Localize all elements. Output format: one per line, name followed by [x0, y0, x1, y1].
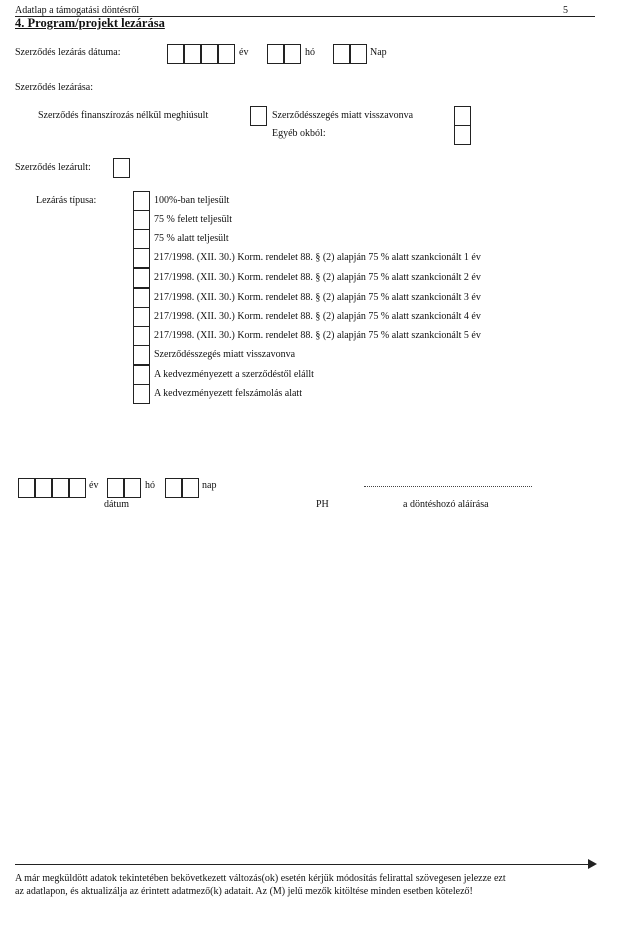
closure-type-checkbox-1[interactable] [133, 191, 150, 211]
sign-date-year-label: év [89, 480, 99, 491]
sign-date-year-digit-4[interactable] [69, 478, 86, 498]
closure-option-other-label: Egyéb okból: [272, 128, 326, 139]
closure-option-no-funding-checkbox[interactable] [250, 106, 267, 126]
sign-date-month-label: hó [145, 480, 155, 491]
closure-type-checkbox-6[interactable] [133, 288, 150, 308]
closure-type-option-11: A kedvezményezett felszámolás alatt [154, 388, 302, 399]
close-date-month-digit-2[interactable] [284, 44, 301, 64]
closed-checkbox[interactable] [113, 158, 130, 178]
footer-note-line-1: A már megküldött adatok tekintetében bekövetkezett változás(ok) esetén kérjük módosítás felirattal szövegesen jelezze ezt [15, 873, 506, 884]
sign-date-year-digit-3[interactable] [52, 478, 69, 498]
closure-type-label: Lezárás típusa: [36, 195, 97, 206]
closure-type-checkbox-2[interactable] [133, 210, 150, 230]
closure-type-option-9: Szerződésszegés miatt visszavonva [154, 349, 296, 360]
closed-label: Szerződés lezárult: [15, 162, 91, 173]
sign-date-month-digit-2[interactable] [124, 478, 141, 498]
close-date-month-digit-1[interactable] [267, 44, 284, 64]
closure-type-checkbox-10[interactable] [133, 365, 150, 385]
closure-type-checkbox-9[interactable] [133, 345, 150, 365]
closure-option-breach-label: Szerződésszegés miatt visszavonva [272, 110, 414, 121]
page-number: 5 [563, 5, 568, 16]
close-date-day-digit-2[interactable] [350, 44, 367, 64]
closure-label: Szerződés lezárása: [15, 82, 94, 93]
closure-option-no-funding-label: Szerződés finanszírozás nélkül meghiúsult [38, 110, 209, 121]
closure-type-checkbox-5[interactable] [133, 268, 150, 288]
sign-date-caption: dátum [104, 499, 129, 510]
closure-option-breach-checkbox[interactable] [454, 106, 471, 126]
sign-date-month-digit-1[interactable] [107, 478, 124, 498]
close-date-year-label: év [239, 47, 249, 58]
closure-type-option-8: 217/1998. (XII. 30.) Korm. rendelet 88. § (2) alapján 75 % alatt szankcionált 5 év [154, 330, 481, 341]
sign-date-day-digit-2[interactable] [182, 478, 199, 498]
close-date-year-digit-1[interactable] [167, 44, 184, 64]
closure-option-other-checkbox[interactable] [454, 125, 471, 145]
close-date-month-label: hó [305, 47, 315, 58]
closure-type-option-1: 100%-ban teljesült [154, 195, 230, 206]
ph-label: PH [316, 499, 329, 510]
close-date-year-digit-2[interactable] [184, 44, 201, 64]
section-title: 4. Program/projekt lezárása [15, 16, 165, 30]
closure-type-option-2: 75 % felett teljesült [154, 214, 233, 225]
closure-type-checkbox-7[interactable] [133, 307, 150, 327]
close-date-day-label: Nap [370, 47, 387, 58]
closure-type-option-7: 217/1998. (XII. 30.) Korm. rendelet 88. § (2) alapján 75 % alatt szankcionált 4 év [154, 311, 481, 322]
closure-type-option-4: 217/1998. (XII. 30.) Korm. rendelet 88. § (2) alapján 75 % alatt szankcionált 1 év [154, 252, 481, 263]
sign-date-year-digit-2[interactable] [35, 478, 52, 498]
closure-type-checkbox-4[interactable] [133, 248, 150, 268]
close-date-label: Szerződés lezárás dátuma: [15, 47, 121, 58]
sign-date-day-digit-1[interactable] [165, 478, 182, 498]
sign-date-year-digit-1[interactable] [18, 478, 35, 498]
closure-type-checkbox-8[interactable] [133, 326, 150, 346]
closure-type-option-3: 75 % alatt teljesült [154, 233, 229, 244]
closure-type-option-5: 217/1998. (XII. 30.) Korm. rendelet 88. § (2) alapján 75 % alatt szankcionált 2 év [154, 272, 481, 283]
header-title: Adatlap a támogatási döntésről [15, 5, 140, 16]
closure-type-checkbox-3[interactable] [133, 229, 150, 249]
closure-type-option-10: A kedvezményezett a szerződéstől elállt [154, 369, 314, 380]
arrow-right-icon [588, 859, 597, 869]
close-date-year-digit-3[interactable] [201, 44, 218, 64]
footer-rule [15, 864, 590, 865]
closure-type-option-6: 217/1998. (XII. 30.) Korm. rendelet 88. § (2) alapján 75 % alatt szankcionált 3 év [154, 292, 481, 303]
footer-note-line-2: az adatlapon, és aktualizálja az érintett adatmező(k) adatait. Az (M) jelű mezők kitöltése minden esetben kötelező! [15, 886, 473, 897]
signature-line[interactable] [364, 478, 532, 487]
signature-caption: a döntéshozó aláírása [403, 499, 489, 510]
sign-date-day-label: nap [202, 480, 217, 491]
close-date-year-digit-4[interactable] [218, 44, 235, 64]
closure-type-checkbox-11[interactable] [133, 384, 150, 404]
close-date-day-digit-1[interactable] [333, 44, 350, 64]
